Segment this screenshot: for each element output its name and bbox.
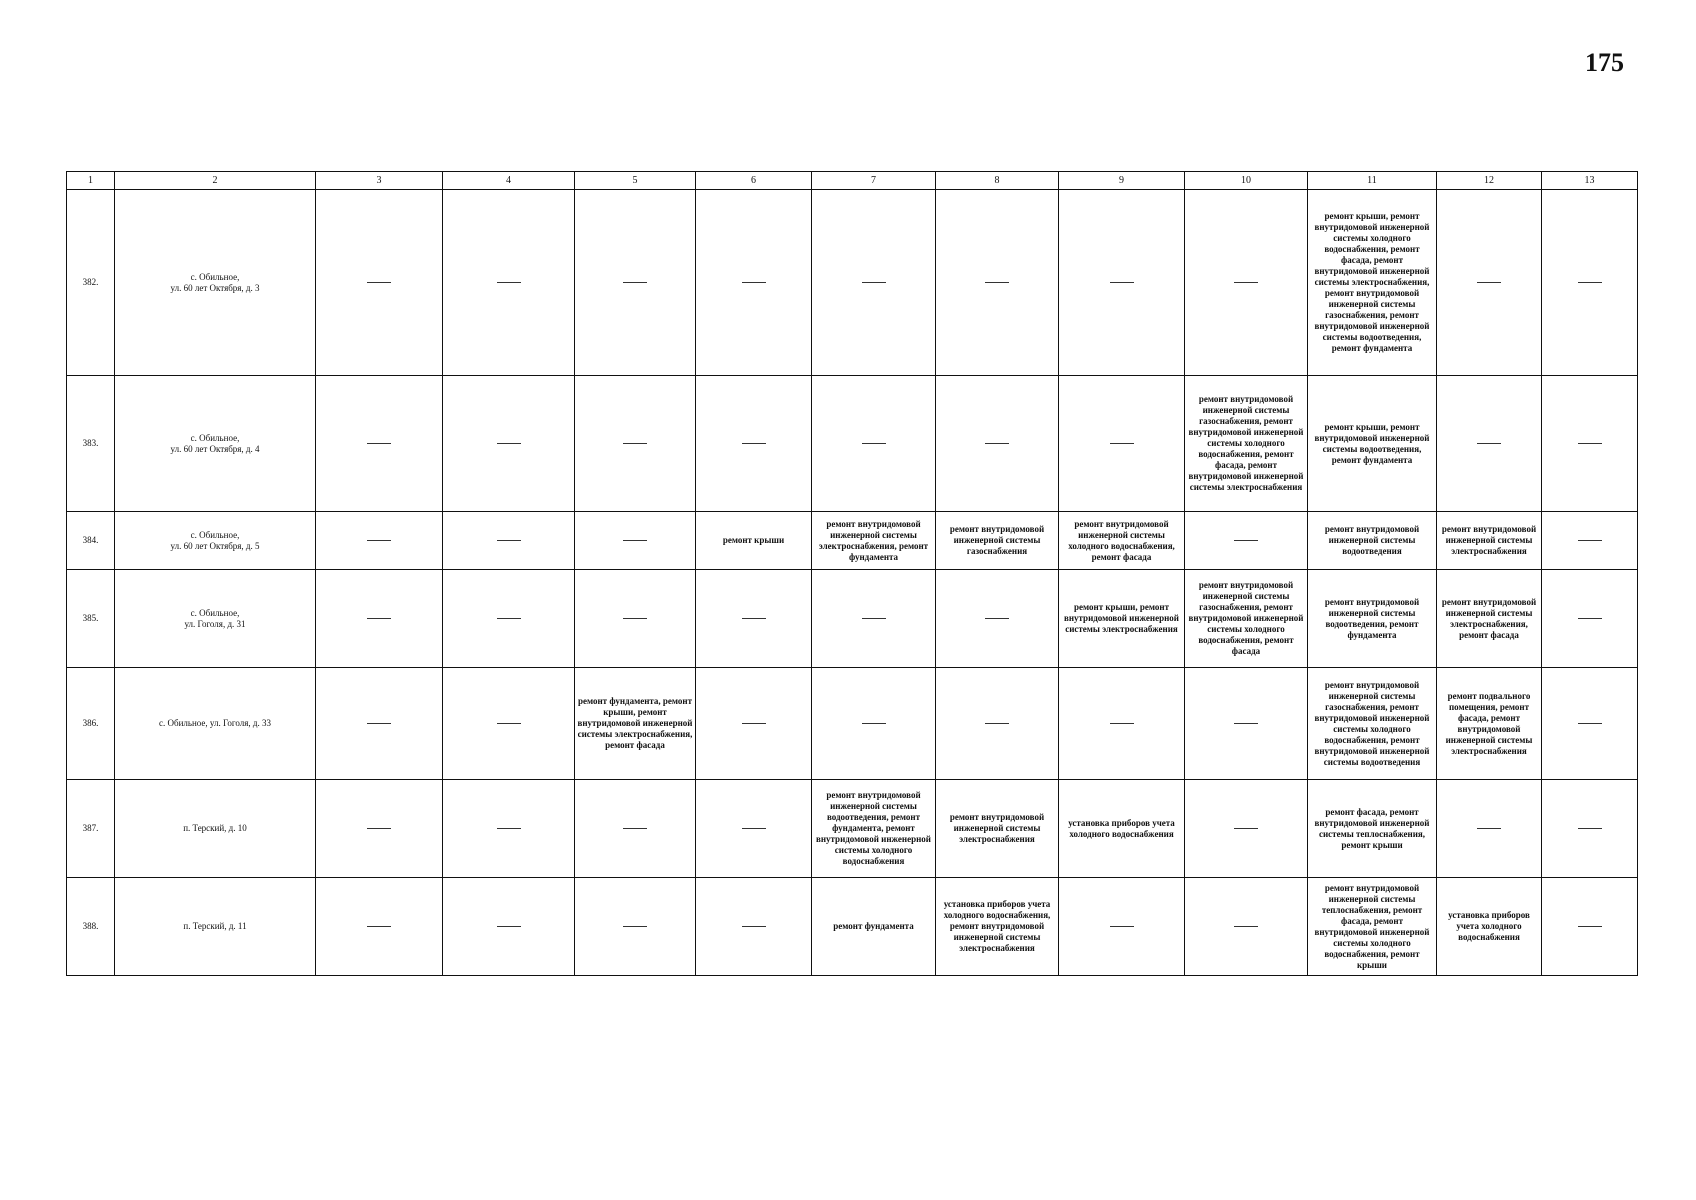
empty-cell — [696, 878, 812, 976]
dash-mark — [1477, 443, 1501, 444]
column-header-cell: 10 — [1185, 172, 1308, 190]
empty-cell — [575, 780, 696, 878]
column-header-cell: 11 — [1308, 172, 1437, 190]
column-header-cell: 6 — [696, 172, 812, 190]
empty-cell — [1437, 190, 1542, 376]
work-description-cell: ремонт фундамента — [812, 878, 936, 976]
dash-mark — [367, 926, 391, 927]
work-description-cell: установка приборов учета холодного водоснабжения — [1059, 780, 1185, 878]
row-address: с. Обильное, ул. 60 лет Октября, д. 5 — [115, 512, 316, 570]
work-description-cell: ремонт крыши — [696, 512, 812, 570]
row-address: п. Терский, д. 10 — [115, 780, 316, 878]
column-header-cell: 7 — [812, 172, 936, 190]
work-description-cell: ремонт крыши, ремонт внутридомовой инженерной системы электроснабжения — [1059, 570, 1185, 668]
column-header-row — [67, 172, 1638, 190]
dash-mark — [623, 926, 647, 927]
dash-mark — [497, 828, 521, 829]
dash-mark — [1110, 443, 1134, 444]
empty-cell — [575, 570, 696, 668]
work-description-cell: ремонт внутридомовой инженерной системы газоснабжения, ремонт внутридомовой инженерной системы холодного водоснабжения, ремонт фасада — [1185, 570, 1308, 668]
empty-cell — [812, 376, 936, 512]
row-number: 383. — [67, 376, 115, 512]
table-row — [67, 570, 1638, 668]
dash-mark — [623, 282, 647, 283]
dash-mark — [497, 540, 521, 541]
dash-mark — [862, 282, 886, 283]
empty-cell — [936, 570, 1059, 668]
dash-mark — [1578, 540, 1602, 541]
empty-cell — [1059, 376, 1185, 512]
empty-cell — [696, 780, 812, 878]
dash-mark — [1234, 540, 1258, 541]
work-description-cell: ремонт внутридомовой инженерной системы электроснабжения, ремонт фундамента — [812, 512, 936, 570]
dash-mark — [1234, 282, 1258, 283]
dash-mark — [367, 540, 391, 541]
empty-cell — [1542, 668, 1638, 780]
column-header-cell: 3 — [316, 172, 443, 190]
row-number: 388. — [67, 878, 115, 976]
dash-mark — [862, 618, 886, 619]
empty-cell — [316, 878, 443, 976]
work-description-cell: ремонт крыши, ремонт внутридомовой инженерной системы водоотведения, ремонт фундамента — [1308, 376, 1437, 512]
dash-mark — [1110, 926, 1134, 927]
empty-cell — [1185, 878, 1308, 976]
table-row — [67, 780, 1638, 878]
empty-cell — [443, 512, 575, 570]
row-number: 386. — [67, 668, 115, 780]
row-address: с. Обильное, ул. Гоголя, д. 33 — [115, 668, 316, 780]
empty-cell — [936, 376, 1059, 512]
empty-cell — [696, 190, 812, 376]
dash-mark — [742, 828, 766, 829]
row-address: п. Терский, д. 11 — [115, 878, 316, 976]
empty-cell — [1059, 190, 1185, 376]
dash-mark — [985, 618, 1009, 619]
dash-mark — [1578, 618, 1602, 619]
column-header-cell: 5 — [575, 172, 696, 190]
row-address: с. Обильное, ул. 60 лет Октября, д. 4 — [115, 376, 316, 512]
empty-cell — [696, 570, 812, 668]
table-row — [67, 190, 1638, 376]
empty-cell — [1185, 512, 1308, 570]
empty-cell — [812, 668, 936, 780]
row-number: 385. — [67, 570, 115, 668]
empty-cell — [696, 376, 812, 512]
empty-cell — [443, 190, 575, 376]
empty-cell — [936, 190, 1059, 376]
dash-mark — [742, 926, 766, 927]
empty-cell — [812, 570, 936, 668]
dash-mark — [623, 828, 647, 829]
dash-mark — [1234, 723, 1258, 724]
row-number: 384. — [67, 512, 115, 570]
empty-cell — [1059, 668, 1185, 780]
dash-mark — [497, 443, 521, 444]
empty-cell — [1542, 780, 1638, 878]
dash-mark — [862, 443, 886, 444]
table-row — [67, 512, 1638, 570]
column-header-cell: 9 — [1059, 172, 1185, 190]
work-description-cell: ремонт крыши, ремонт внутридомовой инженерной системы холодного водоснабжения, ремонт фасада, ремонт внутридомовой инженерной системы электроснабжения, ремонт внутридомовой инженерной системы газоснабжения, ремонт внутридомовой инженерной системы водоотведения, ремонт фундамента — [1308, 190, 1437, 376]
column-header-cell: 13 — [1542, 172, 1638, 190]
work-description-cell: установка приборов учета холодного водоснабжения — [1437, 878, 1542, 976]
table-row — [67, 668, 1638, 780]
dash-mark — [367, 828, 391, 829]
dash-mark — [742, 723, 766, 724]
empty-cell — [1185, 668, 1308, 780]
dash-mark — [367, 282, 391, 283]
row-number: 382. — [67, 190, 115, 376]
column-header-cell: 8 — [936, 172, 1059, 190]
dash-mark — [367, 723, 391, 724]
row-address: с. Обильное, ул. 60 лет Октября, д. 3 — [115, 190, 316, 376]
dash-mark — [742, 618, 766, 619]
dash-mark — [1477, 282, 1501, 283]
dash-mark — [985, 443, 1009, 444]
work-description-cell: ремонт внутридомовой инженерной системы холодного водоснабжения, ремонт фасада — [1059, 512, 1185, 570]
empty-cell — [443, 570, 575, 668]
empty-cell — [936, 668, 1059, 780]
empty-cell — [316, 780, 443, 878]
column-header-cell: 12 — [1437, 172, 1542, 190]
table-row — [67, 878, 1638, 976]
column-header-cell: 2 — [115, 172, 316, 190]
empty-cell — [443, 376, 575, 512]
dash-mark — [1110, 723, 1134, 724]
empty-cell — [316, 512, 443, 570]
empty-cell — [443, 878, 575, 976]
dash-mark — [497, 618, 521, 619]
dash-mark — [1578, 828, 1602, 829]
empty-cell — [812, 190, 936, 376]
empty-cell — [316, 190, 443, 376]
empty-cell — [1542, 190, 1638, 376]
work-description-cell: ремонт внутридомовой инженерной системы газоснабжения — [936, 512, 1059, 570]
work-description-cell: ремонт фасада, ремонт внутридомовой инженерной системы теплоснабжения, ремонт крыши — [1308, 780, 1437, 878]
work-description-cell: ремонт внутридомовой инженерной системы газоснабжения, ремонт внутридомовой инженерной системы холодного водоснабжения, ремонт фасада, ремонт внутридомовой инженерной системы электроснабжения — [1185, 376, 1308, 512]
work-description-cell: ремонт внутридомовой инженерной системы теплоснабжения, ремонт фасада, ремонт внутридомовой инженерной системы холодного водоснабжения, ремонт крыши — [1308, 878, 1437, 976]
column-header-cell: 1 — [67, 172, 115, 190]
dash-mark — [742, 282, 766, 283]
empty-cell — [316, 570, 443, 668]
empty-cell — [1542, 570, 1638, 668]
work-description-cell: ремонт фундамента, ремонт крыши, ремонт внутридомовой инженерной системы электроснабжения, ремонт фасада — [575, 668, 696, 780]
dash-mark — [367, 618, 391, 619]
empty-cell — [1185, 190, 1308, 376]
dash-mark — [623, 443, 647, 444]
dash-mark — [1578, 443, 1602, 444]
empty-cell — [1542, 512, 1638, 570]
work-description-cell: ремонт внутридомовой инженерной системы электроснабжения — [1437, 512, 1542, 570]
empty-cell — [1437, 780, 1542, 878]
dash-mark — [985, 723, 1009, 724]
dash-mark — [367, 443, 391, 444]
empty-cell — [1185, 780, 1308, 878]
registry-table — [66, 171, 1638, 976]
empty-cell — [575, 878, 696, 976]
empty-cell — [316, 668, 443, 780]
work-description-cell: ремонт внутридомовой инженерной системы водоотведения, ремонт фундамента — [1308, 570, 1437, 668]
row-address: с. Обильное, ул. Гоголя, д. 31 — [115, 570, 316, 668]
empty-cell — [1059, 878, 1185, 976]
empty-cell — [443, 668, 575, 780]
work-description-cell: ремонт внутридомовой инженерной системы водоотведения, ремонт фундамента, ремонт внутридомовой инженерной системы холодного водоснабжения — [812, 780, 936, 878]
dash-mark — [623, 618, 647, 619]
column-header-cell: 4 — [443, 172, 575, 190]
dash-mark — [497, 723, 521, 724]
dash-mark — [985, 282, 1009, 283]
dash-mark — [623, 540, 647, 541]
empty-cell — [1542, 376, 1638, 512]
empty-cell — [443, 780, 575, 878]
dash-mark — [1578, 282, 1602, 283]
dash-mark — [742, 443, 766, 444]
work-description-cell: установка приборов учета холодного водоснабжения, ремонт внутридомовой инженерной системы электроснабжения — [936, 878, 1059, 976]
dash-mark — [1477, 828, 1501, 829]
row-number: 387. — [67, 780, 115, 878]
dash-mark — [1234, 926, 1258, 927]
empty-cell — [1542, 878, 1638, 976]
work-description-cell: ремонт внутридомовой инженерной системы электроснабжения, ремонт фасада — [1437, 570, 1542, 668]
table-row — [67, 376, 1638, 512]
dash-mark — [1578, 926, 1602, 927]
empty-cell — [575, 190, 696, 376]
work-description-cell: ремонт внутридомовой инженерной системы электроснабжения — [936, 780, 1059, 878]
dash-mark — [497, 282, 521, 283]
work-description-cell: ремонт подвального помещения, ремонт фасада, ремонт внутридомовой инженерной системы электроснабжения — [1437, 668, 1542, 780]
empty-cell — [575, 376, 696, 512]
empty-cell — [316, 376, 443, 512]
dash-mark — [1578, 723, 1602, 724]
empty-cell — [1437, 376, 1542, 512]
dash-mark — [862, 723, 886, 724]
dash-mark — [1110, 282, 1134, 283]
empty-cell — [575, 512, 696, 570]
dash-mark — [497, 926, 521, 927]
work-description-cell: ремонт внутридомовой инженерной системы газоснабжения, ремонт внутридомовой инженерной системы холодного водоснабжения, ремонт внутридомовой инженерной системы водоотведения — [1308, 668, 1437, 780]
work-description-cell: ремонт внутридомовой инженерной системы водоотведения — [1308, 512, 1437, 570]
dash-mark — [1234, 828, 1258, 829]
page-number: 175 — [1585, 48, 1624, 77]
empty-cell — [696, 668, 812, 780]
